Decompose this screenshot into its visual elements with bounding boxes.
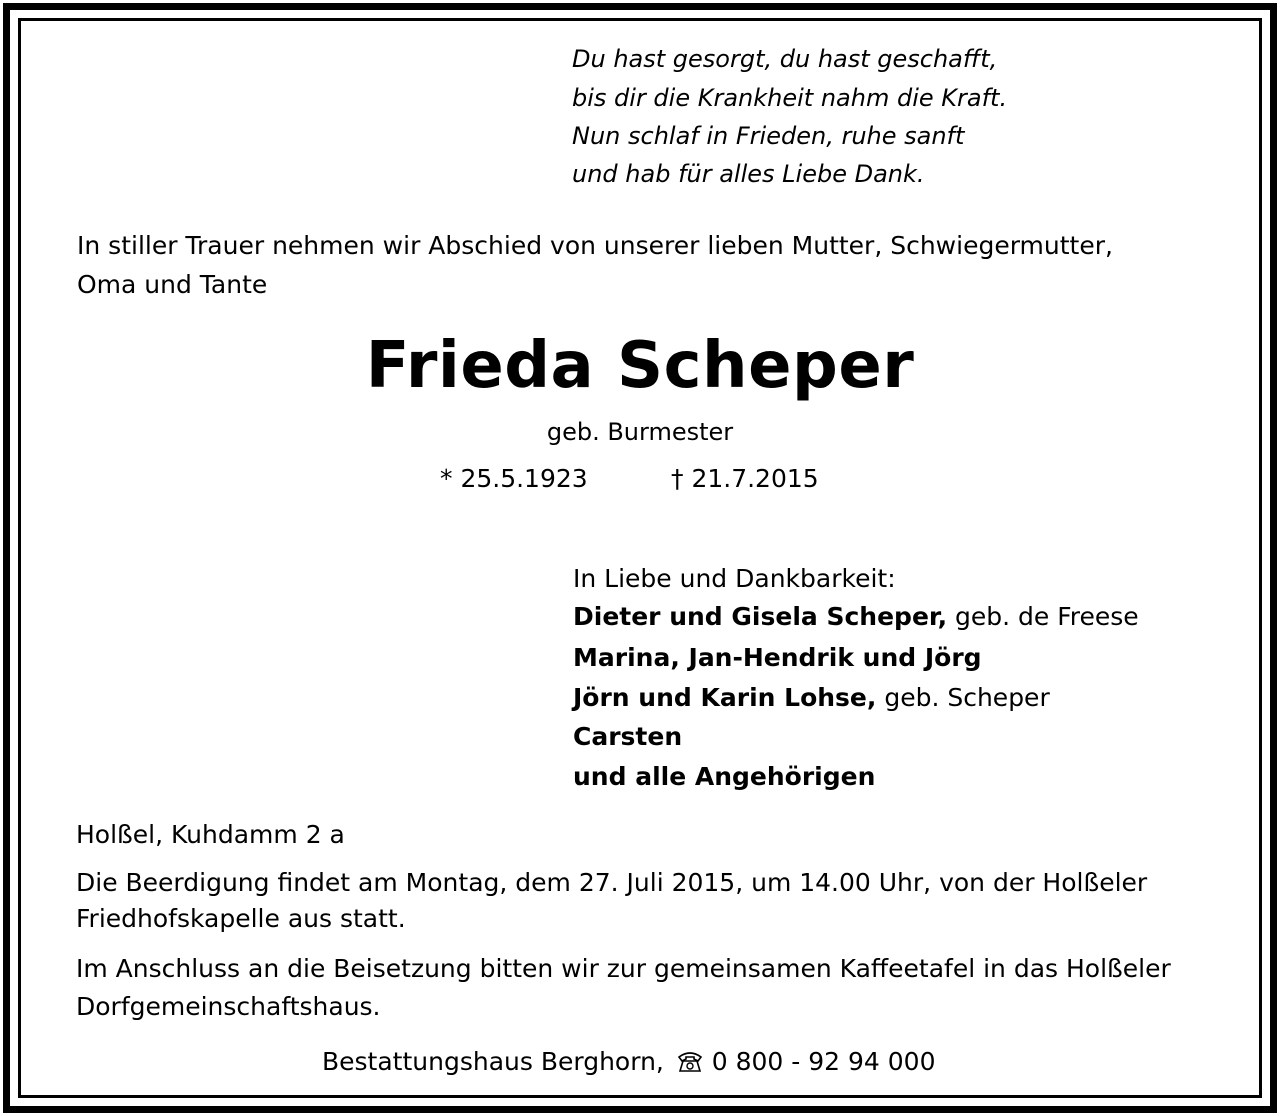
birth-date: * 25.5.1923 xyxy=(440,464,588,493)
undertaker-line xyxy=(322,1049,935,1077)
mourners-heading: In Liebe und Dankbarkeit: xyxy=(573,564,896,593)
undertaker-phone: 0 800 - 92 94 000 xyxy=(711,1047,936,1076)
mourner-line: Carsten xyxy=(573,722,683,751)
reception-line: Dorfgemeinschaftshaus. xyxy=(76,992,381,1021)
poem-line: Du hast gesorgt, du hast geschafft, xyxy=(572,45,998,73)
mourner-line xyxy=(573,685,1050,710)
mourner-name: Jörn und Karin Lohse, xyxy=(573,683,877,712)
mourner-detail: geb. de Freese xyxy=(947,602,1139,631)
funeral-line: Die Beerdigung findet am Montag, dem 27. Juli 2015, um 14.00 Uhr, von der Holßeler xyxy=(76,868,1148,897)
reception-line: Im Anschluss an die Beisetzung bitten wir zur gemeinsamen Kaffeetafel in das Holßeler xyxy=(76,954,1171,983)
poem-line: bis dir die Krankheit nahm die Kraft. xyxy=(572,84,1008,112)
address: Holßel, Kuhdamm 2 a xyxy=(76,820,345,849)
poem-line: Nun schlaf in Frieden, ruhe sanft xyxy=(572,122,965,150)
mourner-detail: geb. Scheper xyxy=(876,683,1050,712)
mourner-line xyxy=(573,604,1139,629)
poem-line: und hab für alles Liebe Dank. xyxy=(572,160,925,188)
intro-line: Oma und Tante xyxy=(77,270,268,299)
funeral-line: Friedhofskapelle aus statt. xyxy=(76,904,406,933)
maiden-name: geb. Burmester xyxy=(546,418,734,446)
telephone-icon xyxy=(676,1049,704,1077)
deceased-name: Frieda Scheper xyxy=(365,329,915,403)
intro-line: In stiller Trauer nehmen wir Abschied von unserer lieben Mutter, Schwiegermutter, xyxy=(77,231,1113,260)
mourner-name: Dieter und Gisela Scheper, xyxy=(573,602,948,631)
mourner-line: Marina, Jan-Hendrik und Jörg xyxy=(573,643,982,672)
undertaker-name: Bestattungshaus Berghorn, xyxy=(322,1047,664,1076)
death-date: † 21.7.2015 xyxy=(671,464,819,493)
mourner-line: und alle Angehörigen xyxy=(573,762,876,791)
